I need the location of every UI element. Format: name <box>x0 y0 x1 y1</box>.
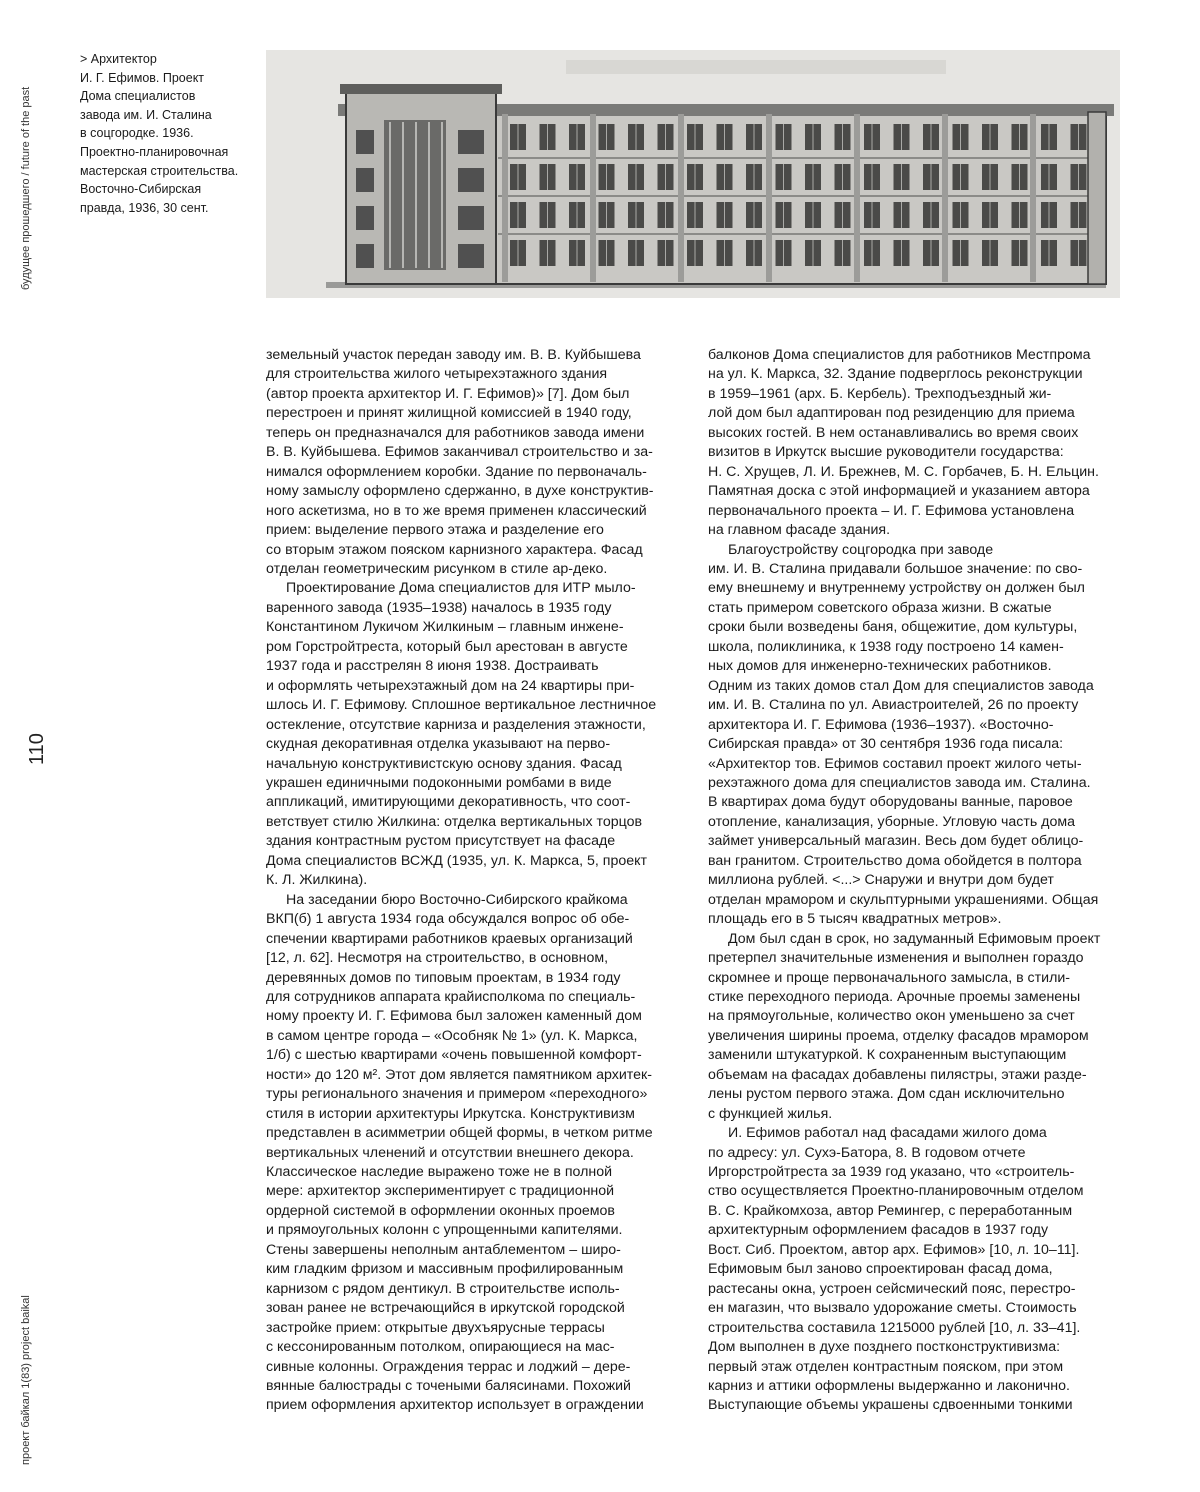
paragraph-line: и оформлять четырехэтажный дом на 24 квартиры при- <box>266 677 635 694</box>
paragraph-line: им. И. В. Сталина придавали большое значение: по сво- <box>708 560 1083 577</box>
paragraph-line: сроки были возведены баня, общежитие, дом культуры, <box>708 619 1078 636</box>
paragraph-line: заменили штукатуркой. К сохраненным выступающим <box>708 1047 1067 1064</box>
pilaster <box>766 114 772 282</box>
tower-window <box>356 244 374 268</box>
text-column-left <box>266 346 676 1416</box>
paragraph-line: ному проекту И. Г. Ефимова был заложен каменный дом <box>266 1008 642 1025</box>
paragraph-line: Н. С. Хрущев, Л. И. Брежнев, М. С. Горбачев, Б. Н. Ельцин. <box>708 463 1099 480</box>
paragraph-line: (автор проекта архитектор И. Г. Ефимов)» [7]. Дом был <box>266 385 630 402</box>
paragraph-line: Иргорстройтреста за 1939 год указано, что «строитель- <box>708 1164 1075 1181</box>
building-end <box>1088 112 1106 284</box>
paragraph-line: сивные колонны. Ограждения террас и лоджий – дере- <box>266 1358 631 1375</box>
tower-cornice <box>340 84 502 94</box>
caption-line: Проектно-планировочная <box>80 144 229 159</box>
paragraph-line: Вост. Сиб. Проектом, автор арх. Ефимов» [10, л. 10–11]. <box>708 1241 1080 1258</box>
paragraph-line: перестроен и принят жилищной комиссией в 1940 году, <box>266 405 632 422</box>
paragraph-line: лены рустом первого этажа. Дом сдан исключительно <box>708 1086 1065 1103</box>
paragraph-line: Выступающие объемы украшены сдвоенными тонкими <box>708 1397 1073 1414</box>
paragraph-line: представлен в асимметрии общей формы, в четком ритме <box>266 1125 653 1142</box>
paragraph-line: [12, л. 62]. Несмотря на строительство, в основном, <box>266 950 609 967</box>
paragraph-line: на прямоугольные, количество окон уменьшено за счет <box>708 1008 1075 1025</box>
tower-window <box>458 130 484 154</box>
print-smudge <box>566 60 946 74</box>
paragraph-line: по адресу: ул. Сухэ-Батора, 8. В годовом отчете <box>708 1144 1026 1161</box>
paragraph-line: ему внешнему и внутреннему устройству он должен был <box>708 580 1085 597</box>
paragraph-line: в самом центре города – «Особняк № 1» (ул. К. Маркса, <box>266 1027 638 1044</box>
paragraph-line: деревянных домов по типовым проектам, в 1934 году <box>266 969 621 986</box>
tower-stair-window <box>384 120 446 270</box>
paragraph-line: ром Горстройтреста, который был арестован в августе <box>266 638 628 655</box>
tower-window <box>356 168 374 192</box>
pilaster <box>590 114 596 282</box>
paragraph-line: В. В. Куйбышева. Ефимов заканчивал строительство и за- <box>266 444 653 461</box>
paragraph-line: «Архитектор тов. Ефимов составил проект жилого четы- <box>708 755 1082 772</box>
paragraph-line: нимался оформлением коробки. Здание по первоначаль- <box>266 463 647 480</box>
paragraph-line: начальную конструктивистскую основу здания. Фасад <box>266 755 622 772</box>
paragraph-line: с функцией жилья. <box>708 1105 833 1122</box>
paragraph-line: Проектирование Дома специалистов для ИТР мыло- <box>286 580 636 597</box>
paragraph-line: Стены завершены неполным антаблементом – широ- <box>266 1241 621 1258</box>
paragraph-line: Дом был сдан в срок, но задуманный Ефимовым проект <box>728 930 1101 947</box>
paragraph-line: теперь он предназначался для работников завода имени <box>266 424 645 441</box>
paragraph-line: стиля в истории архитектуры Иркутска. Конструктивизм <box>266 1105 635 1122</box>
paragraph-line: скудная декоративная отделка указывают на перво- <box>266 736 611 753</box>
paragraph-line: прием оформления архитектор использует в ограждении <box>266 1397 644 1414</box>
paragraph-line: на главном фасаде здания. <box>708 522 891 539</box>
caption-line: И. Г. Ефимов. Проект <box>80 70 205 85</box>
caption-line: завода им. И. Сталина <box>80 107 212 122</box>
paragraph-line: объемам на фасадах добавлены пилястры, этажи разде- <box>708 1066 1087 1083</box>
pilaster <box>678 114 684 282</box>
paragraph-line: строительства составила 1215000 рублей [10, л. 33–41]. <box>708 1319 1081 1336</box>
paragraph-line: В. С. Крайкомхоза, автор Ремингер, с переработанным <box>708 1202 1073 1219</box>
paragraph-line: архитектора И. Г. Ефимова (1936–1937). «Восточно- <box>708 716 1054 733</box>
paragraph-line: со вторым этажом пояском карнизного характера. Фасад <box>266 541 643 558</box>
building-facade-figure <box>266 50 1120 298</box>
figure-caption <box>80 50 252 217</box>
caption-line: Дома специалистов <box>80 89 196 104</box>
paragraph-line: ван гранитом. Строительство дома обойдется в полтора <box>708 852 1082 869</box>
paragraph-line: стать примером советского образа жизни. В сжатые <box>708 599 1052 616</box>
page-number: 110 <box>26 733 48 765</box>
paragraph-line: Константином Лукичом Жилкиным – главным инжене- <box>266 619 624 636</box>
paragraph-line: Памятная доска с этой информацией и указанием автора <box>708 483 1090 500</box>
tower-window <box>356 130 374 154</box>
tower-window <box>458 206 484 230</box>
paragraph-line: украшен единичными подоконными ромбами в виде <box>266 774 612 791</box>
paragraph-line: В квартирах дома будут оборудованы ванные, паровое <box>708 794 1073 811</box>
paragraph-line: займет универсальный магазин. Весь дом будет облицо- <box>708 833 1084 850</box>
paragraph-line: ности» до 120 м². Этот дом является памятником архитек- <box>266 1066 652 1083</box>
paragraph-line: Дом выполнен в духе позднего постконструктивизма: <box>708 1339 1061 1356</box>
paragraph-line: ных домов для инженерно-технических работников. <box>708 658 1052 675</box>
paragraph-line: Ефимовым был заново спроектирован фасад дома, <box>708 1261 1053 1278</box>
paragraph-line: ного аскетизма, но в то же время применен классический <box>266 502 647 519</box>
paragraph-line: стике переходного периода. Арочные проемы заменены <box>708 988 1081 1005</box>
paragraph-line: отделан геометрическим рисунком в стиле ар-деко. <box>266 560 608 577</box>
paragraph-line: и прямоугольных колонн с упрощенными капителями. <box>266 1222 623 1239</box>
paragraph-line: рехэтажного дома для специалистов завода им. Сталина. <box>708 774 1091 791</box>
paragraph-line: спечении квартирами работников краевых организаций <box>266 930 633 947</box>
paragraph-line: земельный участок передан заводу им. В. В. Куйбышева <box>266 347 641 363</box>
paragraph-line: увеличения ширины проема, отделку фасадов мрамором <box>708 1027 1089 1044</box>
paragraph-line: школа, поликлиника, к 1938 году построено 14 камен- <box>708 638 1064 655</box>
paragraph-line: аппликаций, имитирующими декоративность, что соот- <box>266 794 631 811</box>
paragraph-line: миллиона рублей. <...> Снаружи и внутри дом будет <box>708 872 1054 889</box>
paragraph-line: вертикальных членений и отсутствии внешнего декора. <box>266 1144 634 1161</box>
paragraph-line: застройке прием: открытые двухъярусные террасы <box>266 1319 605 1336</box>
paragraph-line: здания контрастным рустом присутствует на фасаде <box>266 833 616 850</box>
paragraph-line: отделан мрамором и скульптурными украшениями. Общая <box>708 891 1099 908</box>
caption-line: > Архитектор <box>80 52 157 66</box>
paragraph-line: ВКП(б) 1 августа 1934 года обсуждался вопрос об обе- <box>266 911 630 928</box>
paragraph-line: на ул. К. Маркса, 32. Здание подверглось реконструкции <box>708 366 1083 383</box>
paragraph-line: варенного завода (1935–1938) началось в 1935 году <box>266 599 612 616</box>
paragraph-line: И. Ефимов работал над фасадами жилого дома <box>728 1125 1047 1142</box>
paragraph-line: отопление, канализация, уборные. Угловую часть дома <box>708 813 1075 830</box>
paragraph-line: площадь его в 5 тысяч квадратных метров». <box>708 911 1002 928</box>
text-column-right <box>708 346 1120 1416</box>
paragraph-line: ен магазин, что вызвало удорожание сметы. Стоимость <box>708 1300 1077 1317</box>
paragraph-line: ному замыслу оформлено сдержанно, в духе конструктив- <box>266 483 654 500</box>
paragraph-line: вянные балюстрады с точеными балясинами. Похожий <box>266 1378 631 1395</box>
pilaster <box>942 114 948 282</box>
paragraph-line: Одним из таких домов стал Дом для специалистов завода <box>708 677 1094 694</box>
journal-title: проект байкал 1(83) project baikal <box>20 1295 32 1465</box>
caption-line: Восточно-Сибирская <box>80 182 202 197</box>
tower-window <box>458 244 484 268</box>
paragraph-line: ство осуществляется Проектно-планировочным отделом <box>708 1183 1084 1200</box>
paragraph-line: высоких гостей. В нем останавливались во время своих <box>708 424 1079 441</box>
paragraph-line: с кессонированным потолком, опирающиеся на мас- <box>266 1339 615 1356</box>
paragraph-line: ордерной системой в оформлении оконных проемов <box>266 1202 615 1219</box>
paragraph-line: скромнее и проще первоначального замысла, в стили- <box>708 969 1071 986</box>
paragraph-line: для сотрудников аппарата крайисполкома по специаль- <box>266 988 636 1005</box>
paragraph-line: На заседании бюро Восточно-Сибирского крайкома <box>286 891 628 908</box>
pilaster <box>854 114 860 282</box>
paragraph-line: первоначального проекта – И. Г. Ефимова установлена <box>708 502 1075 519</box>
paragraph-line: лой дом был адаптирован под резиденцию для приема <box>708 405 1075 422</box>
pilaster <box>502 114 508 282</box>
paragraph-line: шлось И. Г. Ефимову. Сплошное вертикальное лестничное <box>266 697 657 714</box>
paragraph-line: претерпел значительные изменения и выполнен гораздо <box>708 950 1084 967</box>
tower-window <box>458 168 484 192</box>
paragraph-line: мере: архитектор экспериментирует с традиционной <box>266 1183 615 1200</box>
paragraph-line: К. Л. Жилкина). <box>266 872 368 889</box>
paragraph-line: 1/б) с шестью квартирами «очень повышенной комфорт- <box>266 1047 642 1064</box>
caption-line: в соцгородке. 1936. <box>80 126 194 141</box>
tower-window <box>356 206 374 230</box>
pilaster <box>1030 114 1036 282</box>
paragraph-line: ким гладким фризом и массивным профилированным <box>266 1261 624 1278</box>
paragraph-line: балконов Дома специалистов для работников Местпрома <box>708 347 1091 363</box>
paragraph-line: карниз и аттики оформлены выдержанно и лаконично. <box>708 1378 1070 1395</box>
paragraph-line: первый этаж отделен контрастным пояском, при этом <box>708 1358 1064 1375</box>
paragraph-line: карнизом с рядом дентикул. В строительстве исполь- <box>266 1280 620 1297</box>
paragraph-line: Дома специалистов ВСЖД (1935, ул. К. Маркса, 5, проект <box>266 852 647 869</box>
paragraph-line: визитов в Иркутск высшие руководители государства: <box>708 444 1064 461</box>
caption-line: правда, 1936, 30 сент. <box>80 200 209 215</box>
paragraph-line: зован ранее не встречающийся в иркутской городской <box>266 1300 625 1317</box>
paragraph-line: Сибирская правда» от 30 сентября 1936 года писала: <box>708 736 1064 753</box>
paragraph-line: туры регионального значения и примером «переходного» <box>266 1086 648 1103</box>
paragraph-line: Благоустройству соцгородка при заводе <box>728 541 994 558</box>
paragraph-line: для строительства жилого четырехэтажного здания <box>266 366 608 383</box>
running-head: будущее прошедшего / future of the past <box>20 86 32 290</box>
caption-line: мастерская строительства. <box>80 163 239 178</box>
building-facade-drawing <box>266 50 1120 298</box>
paragraph-line: 1937 года и расстрелян 8 июня 1938. Достраивать <box>266 658 599 675</box>
paragraph-line: в 1959–1961 (арх. Б. Кербель). Трехподъездный жи- <box>708 385 1052 402</box>
paragraph-line: остекление, отсутствие карниза и разделения этажности, <box>266 716 646 733</box>
paragraph-line: прием: выделение первого этажа и разделение его <box>266 522 604 539</box>
paragraph-line: им. И. В. Сталина по ул. Авиастроителей, 26 по проекту <box>708 697 1079 714</box>
paragraph-line: архитектурным оформлением фасадов в 1937 году <box>708 1222 1049 1239</box>
paragraph-line: растесаны окна, устроен сейсмический пояс, перестро- <box>708 1280 1076 1297</box>
paragraph-line: ветствует стилю Жилкина: отделка вертикальных торцов <box>266 813 643 830</box>
paragraph-line: Классическое наследие выражено тоже не в полной <box>266 1164 613 1181</box>
